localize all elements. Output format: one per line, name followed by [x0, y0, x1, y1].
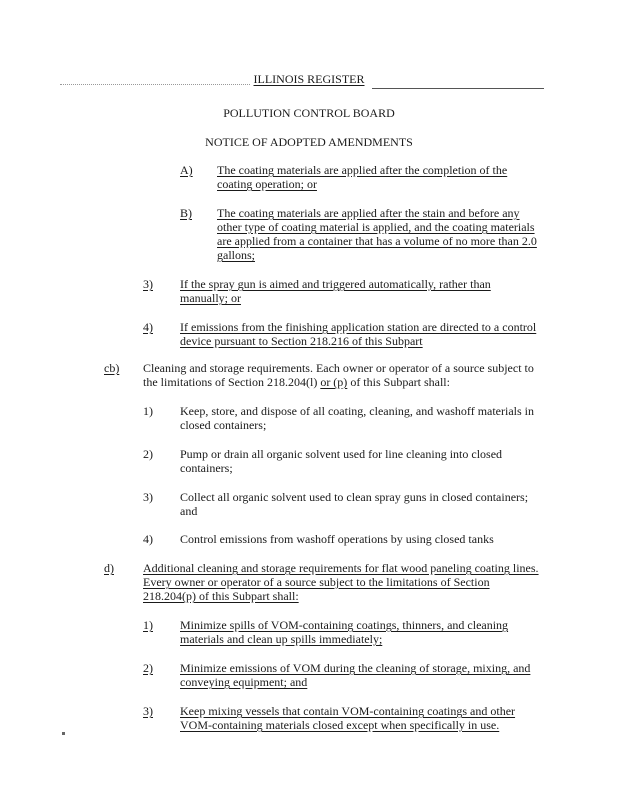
d-sub-label-2: 2)	[143, 661, 153, 675]
item-text-b-line1: The coating materials are applied after the stain and before any	[217, 206, 520, 220]
item-label-b: B)	[180, 206, 192, 220]
d-sub-1-line2: materials and clean up spills immediately;	[180, 632, 383, 646]
c-sub-2-line2: containers;	[180, 461, 233, 475]
c-sub-label-2: 2)	[143, 447, 153, 461]
c-sub-1-line2: closed containers;	[180, 418, 267, 432]
d-sub-2-line1: Minimize emissions of VOM during the cleaning of storage, mixing, and	[180, 661, 531, 675]
item-text-b-line3: are applied from a container that has a volume of no more than 2.0	[217, 234, 537, 248]
c-sub-1-line1: Keep, store, and dispose of all coating, cleaning, and washoff materials in	[180, 404, 535, 418]
item-text-b-line4: gallons;	[217, 248, 255, 262]
item-text-b-line2: other type of coating material is applied, and the coating materials	[217, 220, 535, 234]
item-text-3-line1: If the spray gun is aimed and triggered automatically, rather than	[180, 277, 491, 291]
item-text-4-line1: If emissions from the finishing application station are directed to a control	[180, 320, 537, 334]
register-title: ILLINOIS REGISTER	[253, 72, 365, 86]
item-label-3: 3)	[143, 277, 153, 291]
section-d-line3: 218.204(p) of this Subpart shall:	[143, 589, 299, 603]
section-label-d: d)	[104, 561, 114, 575]
board-title: POLLUTION CONTROL BOARD	[223, 106, 395, 120]
scan-speck	[62, 732, 65, 735]
section-c-text-line2: the limitations of Section 218.204(l) or (p) of this Subpart shall:	[143, 375, 450, 389]
d-sub-3-line2: VOM-containing materials closed except when specifically in use.	[180, 718, 500, 732]
notice-title: NOTICE OF ADOPTED AMENDMENTS	[205, 135, 413, 149]
c-sub-label-1: 1)	[143, 404, 153, 418]
section-d-line1: Additional cleaning and storage requirements for flat wood paneling coating lines.	[143, 561, 539, 575]
c-sub-3-line2: and	[180, 504, 198, 518]
item-text-4-line2: device pursuant to Section 218.216 of this Subpart	[180, 334, 423, 348]
c-sub-label-4: 4)	[143, 532, 153, 546]
section-label-c: cb)	[104, 361, 120, 375]
item-label-a: A)	[180, 163, 193, 177]
section-c-text-line1: Cleaning and storage requirements. Each owner or operator of a source subject to	[143, 361, 534, 375]
d-sub-1-line1: Minimize spills of VOM-containing coatings, thinners, and cleaning	[180, 618, 509, 632]
c-sub-4-line1: Control emissions from washoff operations by using closed tanks	[180, 532, 494, 546]
d-sub-3-line1: Keep mixing vessels that contain VOM-containing coatings and other	[180, 704, 516, 718]
header-solid-rule	[372, 88, 544, 89]
d-sub-2-line2: conveying equipment; and	[180, 675, 308, 689]
section-c-inserted-text: or (p)	[320, 375, 348, 389]
item-text-a-line2: coating operation; or	[217, 177, 317, 191]
item-label-4: 4)	[143, 320, 153, 334]
d-sub-label-3: 3)	[143, 704, 153, 718]
c-sub-label-3: 3)	[143, 490, 153, 504]
c-sub-2-line1: Pump or drain all organic solvent used for line cleaning into closed	[180, 447, 503, 461]
c-sub-3-line1: Collect all organic solvent used to clean spray guns in closed containers;	[180, 490, 529, 504]
item-text-3-line2: manually; or	[180, 291, 241, 305]
section-d-line2: Every owner or operator of a source subject to the limitations of Section	[143, 575, 490, 589]
d-sub-label-1: 1)	[143, 618, 153, 632]
item-text-a-line1: The coating materials are applied after the completion of the	[217, 163, 508, 177]
